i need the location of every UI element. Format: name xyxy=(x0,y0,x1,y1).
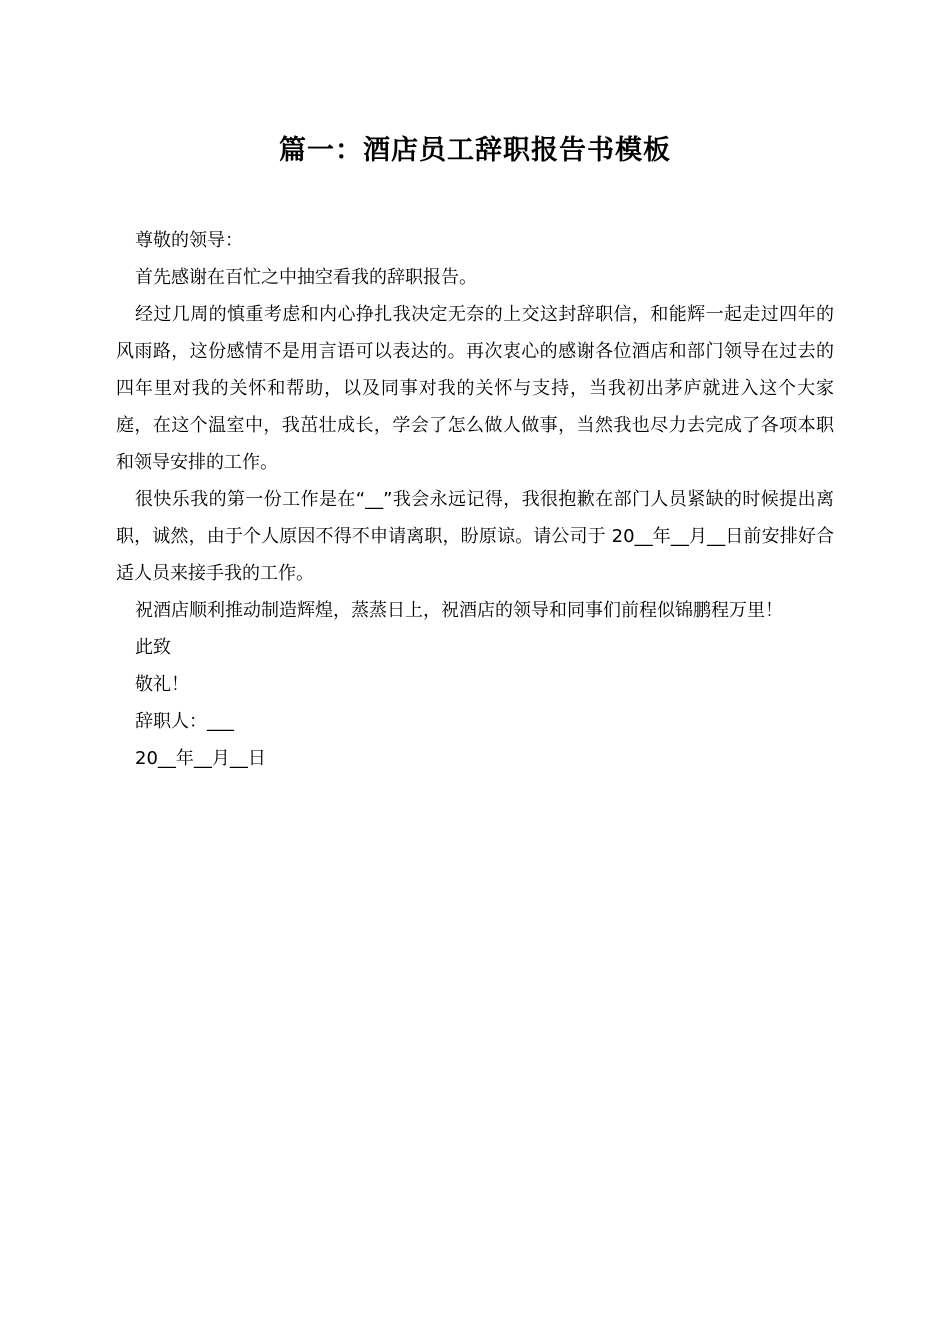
paragraph-wishes: 祝酒店顺利推动制造辉煌，蒸蒸日上，祝酒店的领导和同事们前程似锦鹏程万里！ xyxy=(135,600,783,621)
letter-body xyxy=(116,222,834,777)
closing-line-2: 敬礼！ xyxy=(135,674,189,695)
paragraph-thanks: 首先感谢在百忙之中抽空看我的辞职报告。 xyxy=(135,267,477,288)
closing-line-1: 此致 xyxy=(135,637,171,658)
signature-line: 辞职人：___ xyxy=(135,711,234,732)
paragraph-request: 很快乐我的第一份工作是在“__”我会永远记得，我很抱歉在部门人员紧缺的时候提出离职，诚然，由于个人原因不得不申请离职，盼原谅。请公司于 20__年__月__日前安排好合适人员来接手我的工作。 xyxy=(116,489,834,584)
date-line: 20__年__月__日 xyxy=(135,748,266,769)
document-title: 篇一：酒店员工辞职报告书模板 xyxy=(279,135,671,166)
paragraph-reason: 经过几周的慎重考虑和内心挣扎我决定无奈的上交这封辞职信，和能辉一起走过四年的风雨路，这份感情不是用言语可以表达的。再次衷心的感谢各位酒店和部门领导在过去的四年里对我的关怀和帮助，以及同事对我的关怀与支持，当我初出茅庐就进入这个大家庭，在这个温室中，我茁壮成长，学会了怎么做人做事，当然我也尽力去完成了各项本职和领导安排的工作。 xyxy=(116,304,834,473)
salutation: 尊敬的领导： xyxy=(135,230,243,251)
